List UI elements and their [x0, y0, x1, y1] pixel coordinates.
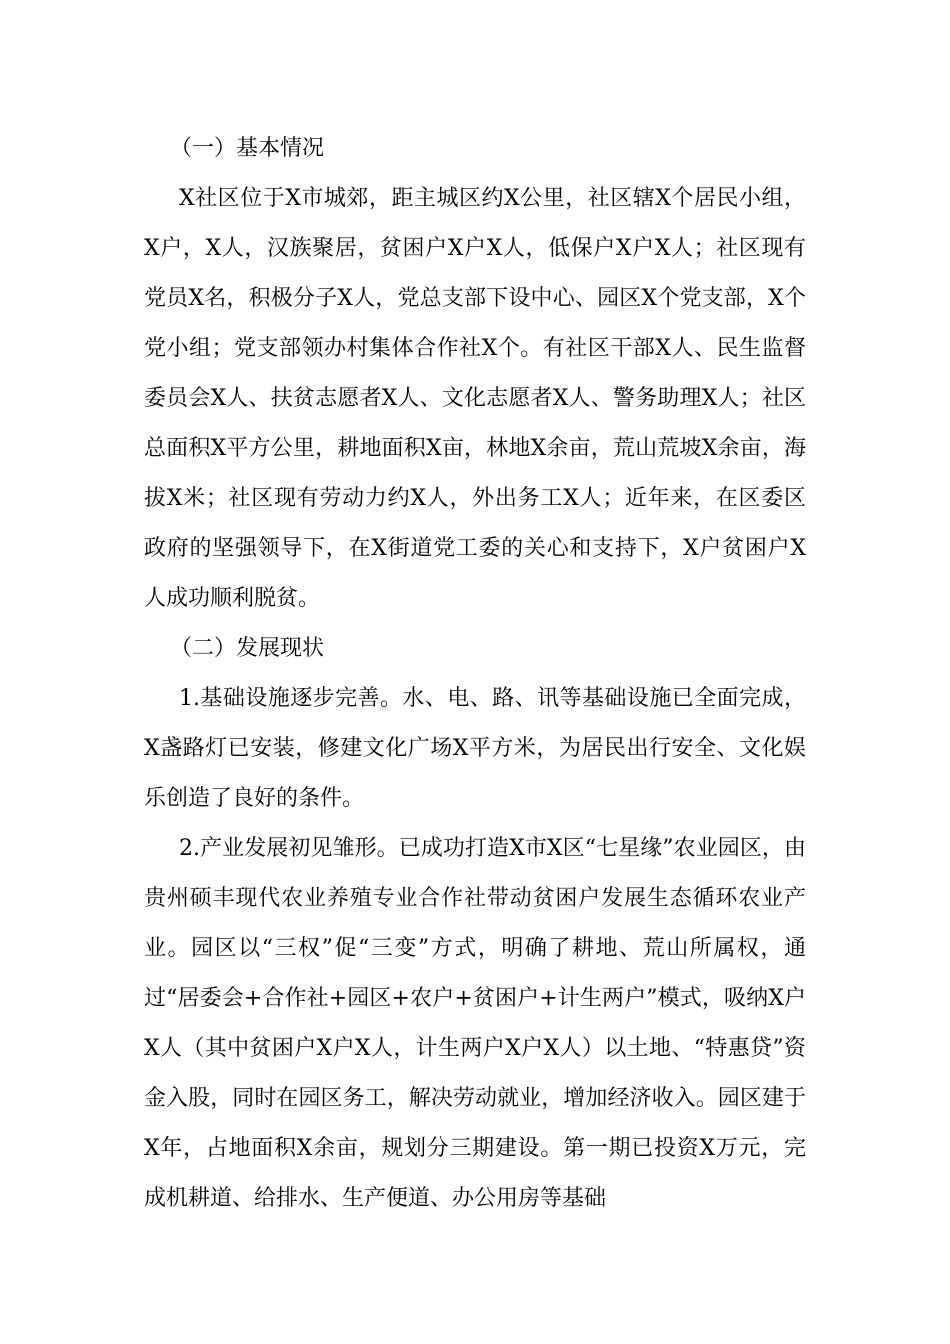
paragraph-infrastructure: 1.基础设施逐步完善。水、电、路、讯等基础设施已全面完成，X盏路灯已安装，修建文化广场X平方米，为居民出行安全、文化娱乐创造了良好的条件。 [144, 686, 806, 811]
section-heading-development-status: （二）发展现状 [170, 636, 325, 661]
paragraph-industry-development: 2.产业发展初见雏形。已成功打造X市X区“七星缘”农业园区，由贵州硕丰现代农业养殖专业合作社带动贫困户发展生态循环农业产业。园区以“三权”促“三变”方式，明确了耕地、荒山所属权，通过“居委会+合作社+园区+农户+贫困户+计生两户”模式，吸纳X户X人（其中贫困户X户X人，计生两户X户X人）以土地、“特惠贷”资金入股，同时在园区务工，解决劳动就业，增加经济收入。园区建于X年，占地面积X余亩，规划分三期建设。第一期已投资X万元，完成机耕道、给排水、生产便道、办公用房等基础 [144, 836, 806, 1211]
document-page [144, 124, 806, 1224]
section-heading-basic-info: （一）基本情况 [170, 136, 325, 161]
paragraph-basic-info: X社区位于X市城郊，距主城区约X公里，社区辖X个居民小组，X户，X人，汉族聚居，贫困户X户X人，低保户X户X人；社区现有党员X名，积极分子X人，党总支部下设中心、园区X个党支部，X个党小组；党支部领办村集体合作社X个。有社区干部X人、民生监督委员会X人、扶贫志愿者X人、文化志愿者X人、警务助理X人；社区总面积X平方公里，耕地面积X亩，林地X余亩，荒山荒坡X余亩，海拔X米；社区现有劳动力约X人，外出务工X人；近年来，在区委区政府的坚强领导下，在X街道党工委的关心和支持下，X户贫困户X人成功顺利脱贫。 [144, 186, 806, 611]
